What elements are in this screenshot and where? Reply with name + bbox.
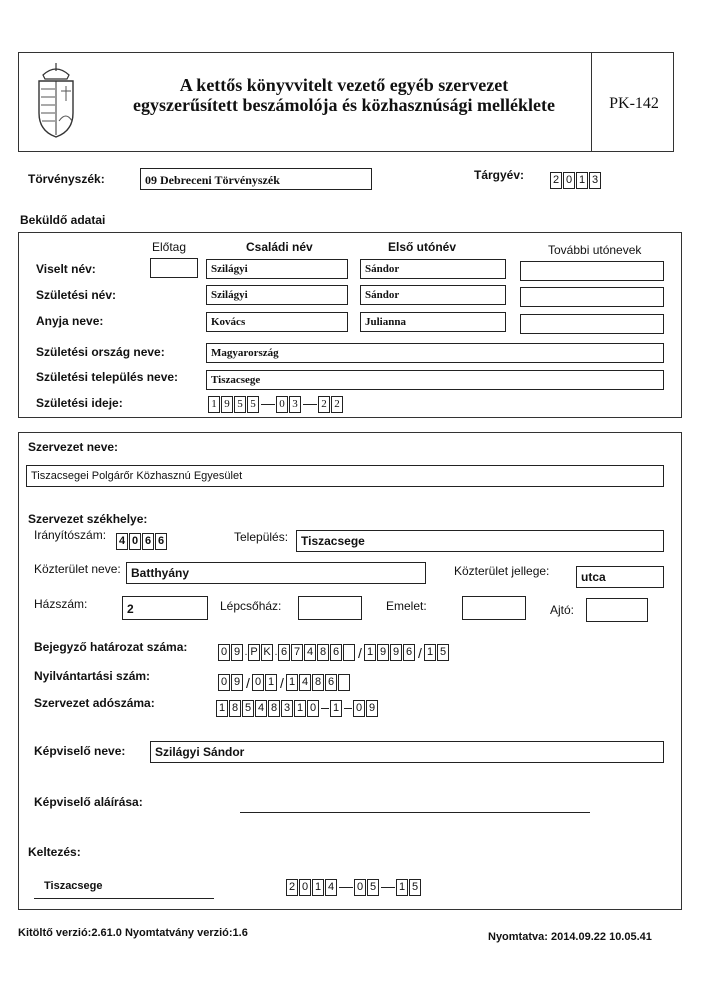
signing-date-cells[interactable] [286, 879, 422, 896]
registry-char[interactable] [338, 674, 350, 691]
year-digit[interactable]: 2 [550, 172, 562, 189]
year-digit[interactable]: 1 [576, 172, 588, 189]
footer-printed: Nyomtatva: 2014.09.22 10.05.41 [488, 931, 652, 943]
registry-char[interactable]: 6 [325, 674, 337, 691]
house-number-label: Házszám: [34, 597, 88, 611]
resolution-char[interactable]: 4 [304, 644, 316, 661]
mother-other-names-field[interactable] [520, 314, 664, 334]
representative-field[interactable] [150, 741, 664, 763]
header-divider [591, 53, 592, 151]
birth-country-label: Születési ország neve: [36, 345, 165, 359]
resolution-separator: . [244, 647, 248, 658]
tax-digit[interactable]: 8 [268, 700, 280, 717]
registry-label: Nyilvántartási szám: [34, 669, 151, 683]
col-family: Családi név [246, 240, 313, 254]
tax-digit[interactable]: 5 [242, 700, 254, 717]
tax-digit[interactable]: 0 [353, 700, 365, 717]
registry-char[interactable]: 0 [252, 674, 264, 691]
resolution-char[interactable]: 6 [278, 644, 290, 661]
tax-digit[interactable]: 0 [307, 700, 319, 717]
tax-digit[interactable]: 4 [255, 700, 267, 717]
registry-slash: / [246, 674, 250, 691]
birth-first-name-field[interactable] [360, 285, 506, 305]
tax-separator [321, 708, 329, 709]
form-title [99, 75, 589, 115]
date-separator [303, 404, 317, 405]
date-digit[interactable]: 1 [312, 879, 324, 896]
date-digit[interactable]: 4 [325, 879, 337, 896]
date-digit[interactable]: 0 [354, 879, 366, 896]
other-names-field[interactable] [520, 261, 664, 281]
birth-country-value: Magyarország [211, 347, 279, 359]
city-field[interactable] [296, 530, 664, 552]
org-name-value: Tiszacsegei Polgárőr Közhasznú Egyesület [31, 470, 243, 482]
signature-line[interactable] [240, 812, 590, 813]
zip-cells[interactable] [116, 533, 168, 550]
court-label: Törvényszék: [28, 172, 105, 186]
resolution-char[interactable]: 7 [291, 644, 303, 661]
street-value: Batthyány [131, 566, 190, 580]
mother-name-label: Anyja neve: [36, 314, 104, 328]
zip-digit[interactable]: 0 [129, 533, 141, 550]
date-digit[interactable]: 2 [318, 396, 330, 413]
col-prefix: Előtag [152, 240, 187, 254]
resolution-char[interactable]: 1 [364, 644, 376, 661]
col-first: Első utónév [388, 240, 457, 254]
stairwell-label: Lépcsőház: [220, 599, 282, 613]
birth-place-field[interactable] [206, 370, 664, 390]
street-field[interactable] [126, 562, 426, 584]
door-label: Ajtó: [550, 603, 575, 617]
date-digit[interactable]: 1 [208, 396, 220, 413]
year-cells[interactable] [550, 172, 602, 189]
signature-label: Képviselő aláírása: [34, 795, 143, 809]
first-name-value: Sándor [365, 263, 400, 275]
tax-digit[interactable]: 9 [366, 700, 378, 717]
representative-label: Képviselő neve: [34, 744, 126, 758]
resolution-char[interactable]: 5 [437, 644, 449, 661]
resolution-separator: . [274, 647, 278, 658]
date-separator [339, 887, 353, 888]
resolution-char[interactable]: 6 [403, 644, 415, 661]
birth-other-names-field[interactable] [520, 287, 664, 307]
resolution-char[interactable]: 0 [218, 644, 230, 661]
birth-date-cells[interactable] [208, 396, 344, 413]
hungarian-coat-of-arms-icon [33, 61, 79, 141]
signing-place-value: Tiszacsege [44, 880, 103, 892]
zip-digit[interactable]: 6 [142, 533, 154, 550]
house-number-value: 2 [127, 602, 134, 616]
year-digit[interactable]: 0 [563, 172, 575, 189]
birth-country-field[interactable] [206, 343, 664, 363]
tax-digit[interactable]: 3 [281, 700, 293, 717]
year-digit[interactable]: 3 [589, 172, 601, 189]
footer-version: Kitöltő verzió:2.61.0 Nyomtatvány verzió:1.6 [18, 927, 248, 939]
form-header [18, 52, 674, 152]
court-value: 09 Debreceni Törvényszék [145, 173, 280, 187]
resolution-char[interactable]: 8 [317, 644, 329, 661]
resolution-label: Bejegyző határozat száma: [34, 640, 188, 654]
door-field[interactable] [586, 598, 648, 622]
tax-digit[interactable]: 1 [330, 700, 342, 717]
year-label: Tárgyév: [474, 168, 525, 182]
registry-char[interactable]: 9 [231, 674, 243, 691]
date-digit[interactable]: 2 [331, 396, 343, 413]
birth-name-label: Születési név: [36, 288, 117, 302]
col-other: További utónevek [548, 243, 642, 257]
resolution-char[interactable]: 9 [231, 644, 243, 661]
resolution-char[interactable]: P [248, 644, 260, 661]
date-digit[interactable]: 5 [367, 879, 379, 896]
street-label: Közterület neve: [34, 562, 121, 576]
resolution-char[interactable] [343, 644, 355, 661]
date-label: Keltezés: [28, 845, 81, 859]
street-type-value: utca [581, 570, 606, 584]
date-digit[interactable]: 5 [234, 396, 246, 413]
resolution-char[interactable]: 6 [330, 644, 342, 661]
tax-number-cells[interactable] [216, 700, 379, 717]
birth-family-name-field[interactable] [206, 285, 348, 305]
resolution-char[interactable]: 9 [390, 644, 402, 661]
tax-separator [344, 708, 352, 709]
date-digit[interactable]: 2 [286, 879, 298, 896]
mother-first-name-value: Julianna [365, 316, 406, 328]
representative-value: Szilágyi Sándor [155, 745, 245, 759]
date-digit[interactable]: 0 [299, 879, 311, 896]
birth-family-name-value: Szilágyi [211, 289, 248, 301]
resolution-char[interactable]: K [261, 644, 273, 661]
registry-char[interactable]: 8 [312, 674, 324, 691]
tax-number-label: Szervezet adószáma: [34, 696, 155, 710]
org-name-field[interactable] [26, 465, 664, 487]
floor-field[interactable] [462, 596, 526, 620]
street-type-field[interactable] [576, 566, 664, 588]
mother-family-name-value: Kovács [211, 316, 246, 328]
family-name-field[interactable] [206, 259, 348, 279]
floor-label: Emelet: [386, 599, 427, 613]
date-digit[interactable]: 5 [247, 396, 259, 413]
birth-first-name-value: Sándor [365, 289, 400, 301]
registry-char[interactable]: 1 [286, 674, 298, 691]
zip-digit[interactable]: 6 [155, 533, 167, 550]
tax-digit[interactable]: 1 [294, 700, 306, 717]
registry-slash: / [280, 674, 284, 691]
registry-char[interactable]: 0 [218, 674, 230, 691]
street-type-label: Közterület jellege: [454, 564, 550, 578]
date-digit[interactable]: 9 [221, 396, 233, 413]
form-title-line1: A kettős könyvvitelt vezető egyéb szervezet [179, 75, 509, 95]
city-value: Tiszacsege [301, 534, 365, 548]
family-name-value: Szilágyi [211, 263, 248, 275]
city-label: Település: [234, 530, 289, 544]
resolution-slash: / [358, 644, 362, 661]
date-separator [261, 404, 275, 405]
worn-name-label: Viselt név: [36, 262, 96, 276]
mother-first-name-field[interactable] [360, 312, 506, 332]
zip-digit[interactable]: 4 [116, 533, 128, 550]
court-field[interactable] [140, 168, 372, 190]
mother-family-name-field[interactable] [206, 312, 348, 332]
date-digit[interactable]: 5 [409, 879, 421, 896]
date-digit[interactable]: 1 [396, 879, 408, 896]
resolution-cells[interactable] [218, 644, 450, 661]
registry-char[interactable]: 4 [299, 674, 311, 691]
resolution-char[interactable]: 9 [377, 644, 389, 661]
stairwell-field[interactable] [298, 596, 362, 620]
zip-label: Irányítószám: [34, 528, 107, 542]
registry-cells[interactable] [218, 674, 351, 691]
form-code: PK-142 [609, 95, 659, 112]
date-digit[interactable]: 0 [276, 396, 288, 413]
birth-date-label: Születési ideje: [36, 396, 123, 410]
house-number-field[interactable] [122, 596, 208, 620]
sender-section-label: Beküldő adatai [20, 213, 106, 227]
resolution-char[interactable]: 1 [424, 644, 436, 661]
first-name-field[interactable] [360, 259, 506, 279]
resolution-slash: / [418, 644, 422, 661]
date-separator [381, 887, 395, 888]
date-digit[interactable]: 3 [289, 396, 301, 413]
org-seat-label: Szervezet székhelye: [28, 512, 148, 526]
org-name-label: Szervezet neve: [28, 440, 119, 454]
signing-place-line[interactable] [34, 898, 214, 899]
birth-place-value: Tiszacsege [211, 374, 261, 386]
prefix-field[interactable] [150, 258, 198, 278]
tax-digit[interactable]: 8 [229, 700, 241, 717]
tax-digit[interactable]: 1 [216, 700, 228, 717]
registry-char[interactable]: 1 [265, 674, 277, 691]
birth-place-label: Születési település neve: [36, 370, 179, 384]
form-title-line2: egyszerűsített beszámolója és közhasznúsági melléklete [133, 95, 555, 115]
